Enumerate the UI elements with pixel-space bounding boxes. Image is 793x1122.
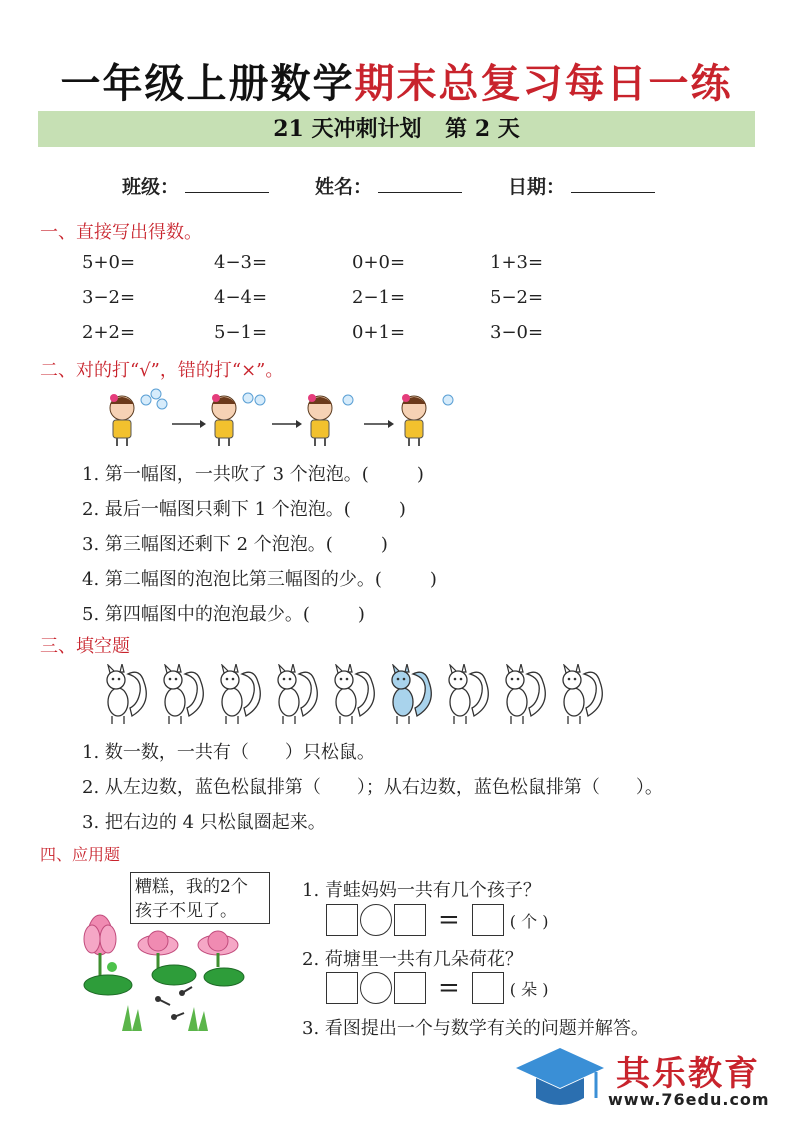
operator-circle[interactable] <box>360 972 392 1004</box>
app-question-1: 1. 青蛙妈妈一共有几个孩子？ <box>302 880 541 901</box>
equals-sign: = <box>438 905 460 935</box>
fill-question-1: 1. 数一数，一共有（ ）只松鼠。 <box>82 742 375 763</box>
lily-pad-icon <box>152 965 196 985</box>
judge-item: 1. 第一幅图，一共吹了 3 个泡泡。( ) <box>82 464 424 485</box>
equation[interactable]: 5+0= <box>82 252 136 273</box>
operator-circle[interactable] <box>360 904 392 936</box>
squirrel-icon <box>164 664 203 724</box>
squirrel-icon <box>449 664 488 724</box>
class-blank[interactable] <box>185 174 269 193</box>
answer-box[interactable] <box>326 972 358 1004</box>
bubble <box>157 399 167 409</box>
equation[interactable]: 1+3= <box>490 252 544 273</box>
girl-figure-2 <box>212 394 236 446</box>
judge-item: 3. 第三幅图还剩下 2 个泡泡。( ) <box>82 534 388 555</box>
squirrel-icon <box>221 664 260 724</box>
plan-banner <box>38 111 755 147</box>
judge-item: 4. 第二幅图的泡泡比第三幅图的少。( ) <box>82 569 437 590</box>
girl-figure-4 <box>402 394 426 446</box>
lotus-flower-icon <box>198 931 238 967</box>
squirrel-icon <box>278 664 317 724</box>
fill-question-3: 3. 把右边的 4 只松鼠圈起来。 <box>82 812 326 833</box>
answer-box[interactable] <box>394 972 426 1004</box>
bubble <box>151 389 161 399</box>
equation[interactable]: 4−3= <box>214 252 268 273</box>
lily-pad-icon <box>84 975 132 995</box>
plan-label: 21 天冲刺计划 <box>273 116 422 142</box>
squirrel-icon <box>392 664 431 724</box>
squirrel-icon <box>563 664 602 724</box>
fill-question-2: 2. 从左边数，蓝色松鼠排第（ ）；从右边数，蓝色松鼠排第（ ）。 <box>82 777 663 798</box>
title-part1: 一年级上册数学 <box>60 61 355 107</box>
app-question-3: 3. 看图提出一个与数学有关的问题并解答。 <box>302 1018 649 1039</box>
girl-figure-1 <box>110 394 134 446</box>
squirrel-icon <box>107 664 146 724</box>
section-3-heading: 三、填空题 <box>40 636 130 657</box>
equation[interactable]: 2+2= <box>82 322 136 343</box>
brand-url: www.76edu.com <box>608 1090 770 1109</box>
name-blank[interactable] <box>378 174 462 193</box>
date-label: 日期： <box>508 176 566 198</box>
grass-icon <box>122 1005 142 1031</box>
class-label: 班级： <box>122 176 180 198</box>
date-blank[interactable] <box>571 174 655 193</box>
name-label: 姓名： <box>315 176 373 198</box>
grass-icon <box>188 1007 208 1031</box>
section-2-heading: 二、对的打“√”，错的打“×”。 <box>40 360 284 381</box>
equation[interactable]: 5−1= <box>214 322 268 343</box>
graduation-cap-logo-icon <box>512 1042 608 1112</box>
app-question-2: 2. 荷塘里一共有几朵荷花？ <box>302 949 523 970</box>
name-field <box>315 172 462 199</box>
equation[interactable]: 3−2= <box>82 287 136 308</box>
equation-boxes-1 <box>326 904 548 936</box>
judge-item: 5. 第四幅图中的泡泡最少。( ) <box>82 604 365 625</box>
title-part2: 期末总复习每日一练 <box>354 61 733 107</box>
equation[interactable]: 5−2= <box>490 287 544 308</box>
brand-name: 其乐教育 <box>616 1054 760 1094</box>
frog-icon <box>107 962 117 972</box>
page-title <box>0 52 793 109</box>
date-field <box>508 172 655 199</box>
speech-line-1: 糟糕，我的2个 <box>135 877 248 897</box>
equals-sign: = <box>438 973 460 1003</box>
equation[interactable]: 0+1= <box>352 322 406 343</box>
unit-label: ( 个 ) <box>509 911 549 931</box>
equation[interactable]: 2−1= <box>352 287 406 308</box>
speech-line-2: 孩子不见了。 <box>135 901 237 921</box>
lily-pad-icon <box>204 968 244 986</box>
judge-item: 2. 最后一幅图只剩下 1 个泡泡。( ) <box>82 499 406 520</box>
squirrel-row-illustration <box>100 664 612 726</box>
answer-box[interactable] <box>326 904 358 936</box>
answer-box[interactable] <box>472 972 504 1004</box>
squirrel-icon <box>335 664 374 724</box>
answer-box[interactable] <box>394 904 426 936</box>
answer-box[interactable] <box>472 904 504 936</box>
equation[interactable]: 0+0= <box>352 252 406 273</box>
equation[interactable]: 4−4= <box>214 287 268 308</box>
section-4-heading: 四、应用题 <box>40 845 121 864</box>
girl-figure-3 <box>308 394 332 446</box>
day-label: 第 2 天 <box>445 116 520 142</box>
equation[interactable]: 3−0= <box>490 322 544 343</box>
equation-boxes-2 <box>326 972 548 1004</box>
unit-label: ( 朵 ) <box>509 979 549 999</box>
squirrel-icon <box>506 664 545 724</box>
lotus-pond-illustration <box>78 905 268 1035</box>
bubble-girls-illustration <box>96 386 476 448</box>
section-1-heading: 一、直接写出得数。 <box>40 222 202 243</box>
bubble <box>141 395 151 405</box>
class-field <box>122 172 269 199</box>
